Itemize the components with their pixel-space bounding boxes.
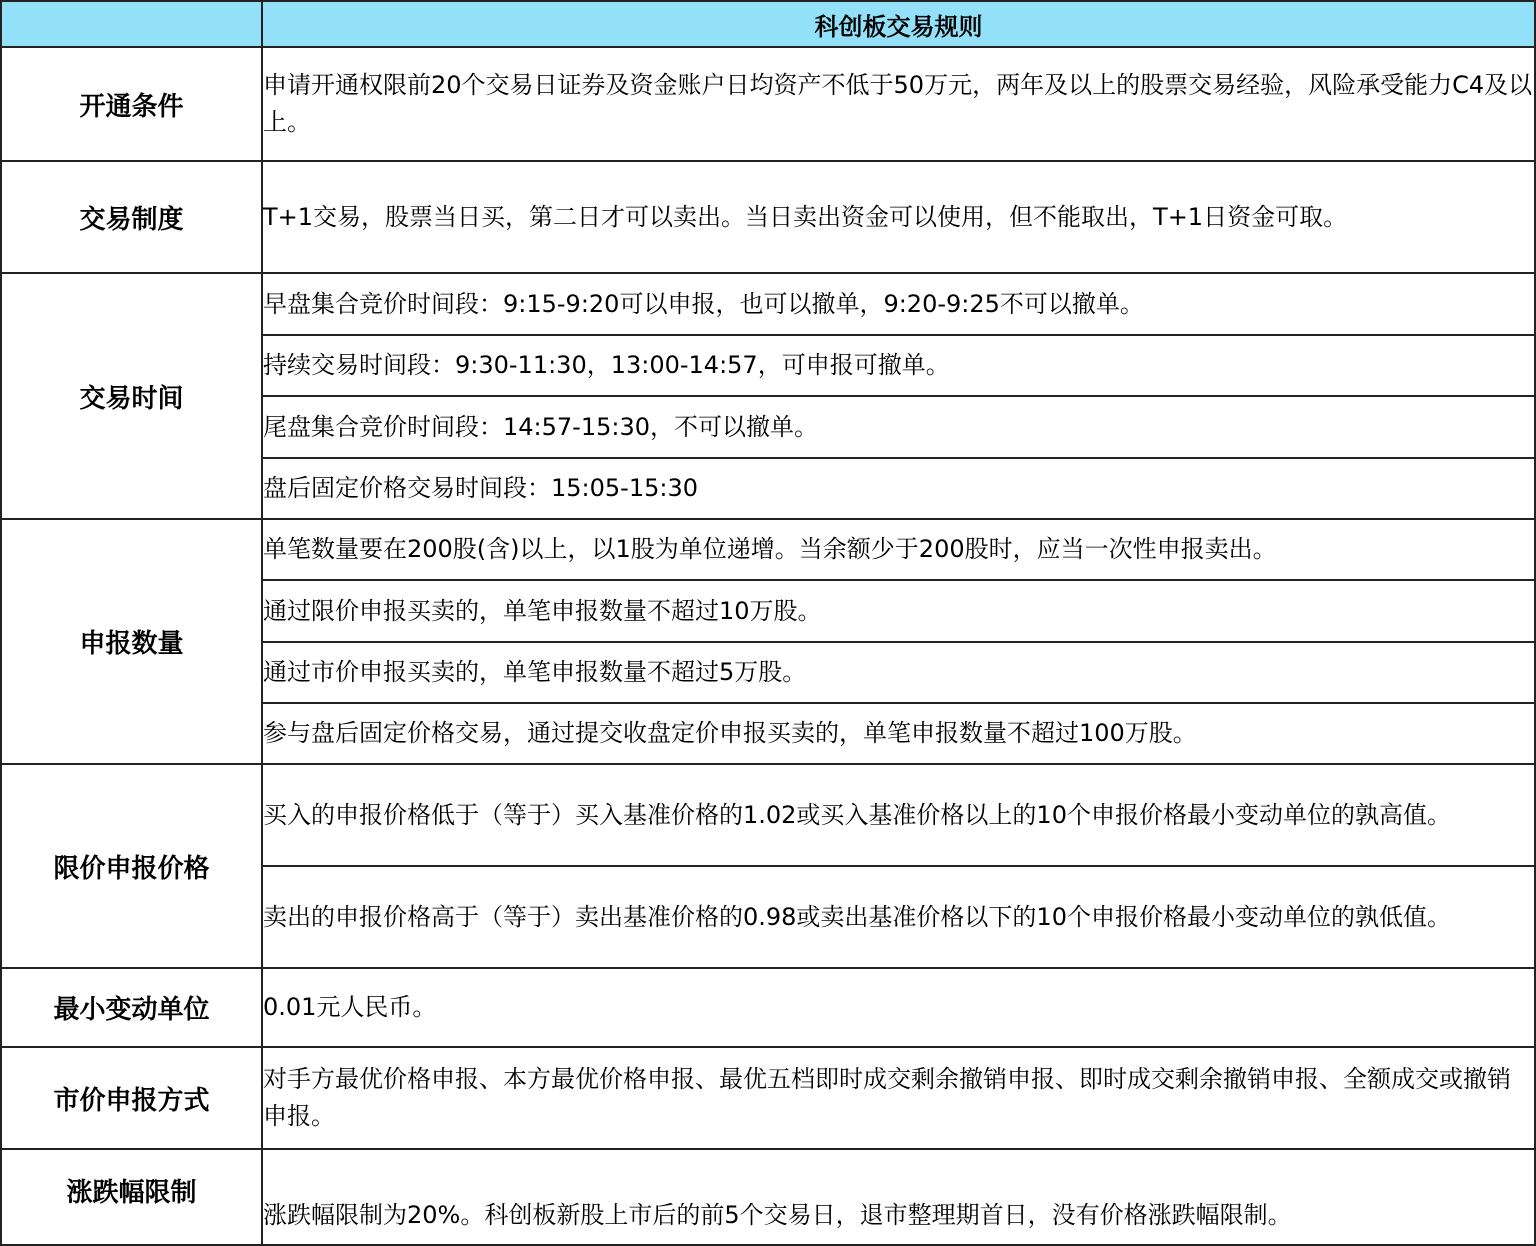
rule-description: 单笔数量要在200股(含)以上，以1股为单位递增。当余额少于200股时，应当一次性申报卖出。 [262,519,1535,580]
category-cell: 开通条件 [1,47,262,161]
table-row [1,1047,1535,1149]
table-row [1,519,1535,580]
table-title: 科创板交易规则 [262,1,1535,47]
category-cell: 市价申报方式 [1,1047,262,1149]
rule-description: 申请开通权限前20个交易日证券及资金账户日均资产不低于50万元，两年及以上的股票交易经验，风险承受能力C4及以上。 [262,47,1535,161]
table-row [1,764,1535,866]
rule-description: 持续交易时间段：9:30-11:30，13:00-14:57，可申报可撤单。 [262,335,1535,396]
rule-description: 早盘集合竞价时间段：9:15-9:20可以申报，也可以撤单，9:20-9:25不可以撤单。 [262,273,1535,335]
rule-description: 对手方最优价格申报、本方最优价格申报、最优五档即时成交剩余撤销申报、即时成交剩余撤销申报、全额成交或撤销申报。 [262,1047,1535,1149]
category-cell: 限价申报价格 [1,764,262,968]
table-row [1,273,1535,335]
rule-description: 卖出的申报价格高于（等于）卖出基准价格的0.98或卖出基准价格以下的10个申报价格最小变动单位的孰低值。 [262,866,1535,968]
rule-description: 盘后固定价格交易时间段：15:05-15:30 [262,458,1535,519]
rule-description: 0.01元人民币。 [262,968,1535,1047]
rule-description: 涨跌幅限制为20%。科创板新股上市后的前5个交易日，退市整理期首日，没有价格涨跌幅限制。 [262,1149,1535,1245]
table-row [1,47,1535,161]
rule-description: 通过限价申报买卖的，单笔申报数量不超过10万股。 [262,580,1535,642]
rule-description: 参与盘后固定价格交易，通过提交收盘定价申报买卖的，单笔申报数量不超过100万股。 [262,703,1535,764]
header-corner-cell [1,1,262,47]
category-cell: 申报数量 [1,519,262,764]
header-row [1,1,1535,47]
category-cell: 最小变动单位 [1,968,262,1047]
table-row [1,968,1535,1047]
rule-description: T+1交易，股票当日买，第二日才可以卖出。当日卖出资金可以使用，但不能取出，T+1日资金可取。 [262,161,1535,273]
rule-description: 尾盘集合竞价时间段：14:57-15:30，不可以撤单。 [262,396,1535,458]
rule-description: 买入的申报价格低于（等于）买入基准价格的1.02或买入基准价格以上的10个申报价格最小变动单位的孰高值。 [262,764,1535,866]
table-row [1,161,1535,273]
category-cell: 涨跌幅限制 [1,1149,262,1245]
rule-description: 通过市价申报买卖的，单笔申报数量不超过5万股。 [262,642,1535,703]
category-cell: 交易制度 [1,161,262,273]
category-cell: 交易时间 [1,273,262,519]
table-row [1,1149,1535,1245]
